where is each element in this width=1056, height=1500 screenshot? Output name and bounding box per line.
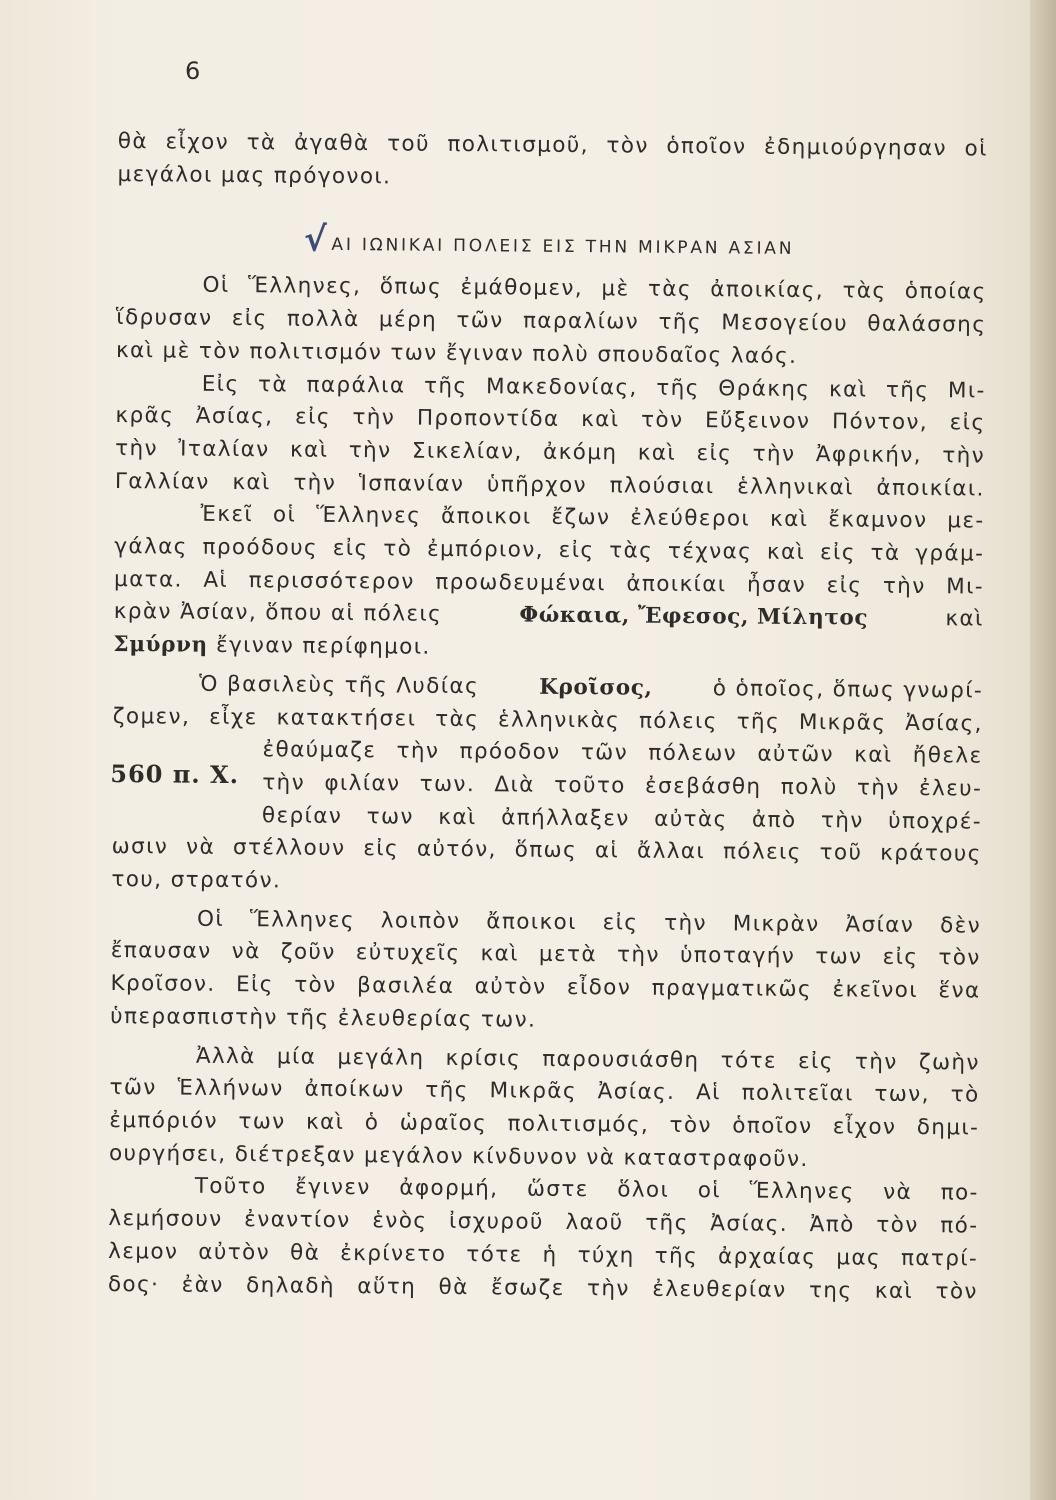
text-line: Οἱ Ἕλληνες, ὅπως ἐμάθομεν, μὲ τὰς ἀποικίας, τὰς ὁποίας <box>202 273 987 305</box>
text-line: ἐμπόριόν των καὶ ὁ ὡραῖος πολιτισμός, τὸν ὁποῖον εἶχον δημι- <box>109 1107 980 1141</box>
text-line: τῶν Ἑλλήνων ἀποίκων τῆς Μικρᾶς Ἀσίας. Αἱ πολιτεῖαι των, τὸ <box>109 1075 980 1108</box>
text-line: ὑπερασπιστὴν τῆς ἐλευθερίας των. <box>110 1003 537 1033</box>
text-line: θερίαν των καὶ ἀπήλλαξεν αὐτὰς ἀπὸ τὴν ὑποχρέ- <box>261 802 983 835</box>
text-line: Τοῦτο ἔγινεν ἀφορμή, ὥστε ὅλοι οἱ Ἕλληνες νὰ πο- <box>194 1174 979 1206</box>
section-heading <box>303 220 987 261</box>
king-name: Κροῖσος, <box>539 674 653 701</box>
date-margin-note: 560 π. Χ. <box>110 759 240 790</box>
text-line: ωσιν νὰ στέλλουν εἰς αὐτόν, ὅπως αἱ ἄλλαι πόλεις τοῦ κράτους <box>111 834 982 867</box>
text-line: ουργήσει, διέτρεξαν μεγάλον κίνδυνον νὰ καταστραφοῦν. <box>108 1140 809 1172</box>
body-text <box>108 126 988 1309</box>
text-line: λεμον αὐτὸν θὰ ἐκρίνετο τότε ἡ τύχη τῆς ἀρχαίας μας πατρί- <box>108 1238 979 1272</box>
text-line: Ὁ βασιλεὺς τῆς Λυδίας Κροῖσος, ὁ ὁποῖος, ὅπως γνωρί- <box>199 671 984 704</box>
text-line: κρᾶς Ἀσίας, εἰς τὴν Προποντίδα καὶ τὸν Εὔξεινον Πόντον, εἰς <box>115 403 986 436</box>
text-line: μεγάλοι μας πρόγονοι. <box>117 161 392 190</box>
text-line: Σμύρνη ἔγιναν περίφημοι. <box>113 629 983 669</box>
text-line: ἵδρυσαν εἰς πολλὰ μέρη τῶν παραλίων τῆς Μεσογείου θαλάσσης <box>116 305 987 338</box>
text-line: ματα. Αἱ περισσότερον προωδευμέναι ἀποικίαι ἦσαν εἰς τὴν Μι- <box>113 566 985 600</box>
text-line: τὴν Ἰταλίαν καὶ τὴν Σικελίαν, ἀκόμη καὶ εἰς τὴν Ἀφρικήν, τὴν <box>115 435 986 469</box>
text-line: Ἐκεῖ οἱ Ἕλληνες ἄποικοι ἔζων ἐλεύθεροι καὶ ἔκαμνον με- <box>200 502 985 534</box>
text-line: δος· ἐὰν δηλαδὴ αὕτη θὰ ἔσωζε τὴν ἐλευθερίαν της καὶ τὸν <box>107 1271 978 1305</box>
text-line: ἔπαυσαν νὰ ζοῦν εὐτυχεῖς καὶ μετὰ τὴν ὑποταγήν των εἰς τὸν <box>110 938 981 972</box>
page-edge <box>1030 0 1056 1500</box>
city-names: Φώκαια, Ἔφεσος, Μίλητος <box>519 602 869 632</box>
text-line: τὴν φιλίαν των. Διὰ τοῦτο ἐσεβάσθη πολὺ τὴν ἐλευ- <box>262 770 983 802</box>
text-line: κρὰν Ἀσίαν, ὅπου αἱ πόλεις Φώκαια, Ἔφεσος, Μίλητος καὶ <box>114 596 984 636</box>
text-line: του, στρατόν. <box>111 867 282 894</box>
text-line: καὶ μὲ τὸν πολιτισμόν των ἔγιναν πολὺ σπουδαῖος λαός. <box>115 337 798 369</box>
check-mark-icon: √ <box>303 220 330 261</box>
section-heading-text: ΑΙ ΙΩΝΙΚΑΙ ΠΟΛΕΙΣ ΕΙΣ ΤΗΝ ΜΙΚΡΑΝ ΑΣΙΑΝ <box>331 235 795 260</box>
text-line: Εἰς τὰ παράλια τῆς Μακεδονίας, τῆς Θράκης καὶ τῆς Μι- <box>201 371 986 404</box>
city-smyrna: Σμύρνη <box>113 632 208 658</box>
page-number: 6 <box>185 57 201 85</box>
text-line: Κροῖσον. Εἰς τὸν βασιλέα αὐτὸν εἶδον πραγματικῶς ἐκεῖνοι ἕνα <box>110 971 981 1004</box>
text-line: ζομεν, εἶχε κατακτήσει τὰς ἑλληνικὰς πόλεις τῆς Μικρᾶς Ἀσίας, <box>112 703 983 737</box>
text-line: Ἀλλὰ μία μεγάλη κρίσις παρουσιάσθη τότε εἰς τὴν ζωὴν <box>195 1043 980 1076</box>
text-line: θὰ εἶχον τὰ ἀγαθὰ τοῦ πολιτισμοῦ, τὸν ὁποῖον ἐδημιούργησαν οἱ <box>117 128 988 162</box>
text-line: Γαλλίαν καὶ τὴν Ἱσπανίαν ὑπῆρχον πλούσιαι ἑλληνικαὶ ἀποικίαι. <box>114 468 985 502</box>
margin-note-block <box>112 733 983 839</box>
text-line: ἐθαύμαζε τὴν πρόοδον τῶν πόλεων αὐτῶν καὶ ἤθελε <box>262 737 983 769</box>
text-line: γάλας προόδους εἰς τὸ ἐμπόριον, εἰς τὰς τέχνας καὶ εἰς τὰ γράμ- <box>114 534 985 567</box>
text-line: λεμήσουν ἐναντίον ἑνὸς ἰσχυροῦ λαοῦ τῆς Ἀσίας. Ἀπὸ τὸν πό- <box>108 1206 979 1239</box>
text-line: Οἱ Ἕλληνες λοιπὸν ἄποικοι εἰς τὴν Μικρὰν Ἀσίαν δὲν <box>196 906 982 939</box>
